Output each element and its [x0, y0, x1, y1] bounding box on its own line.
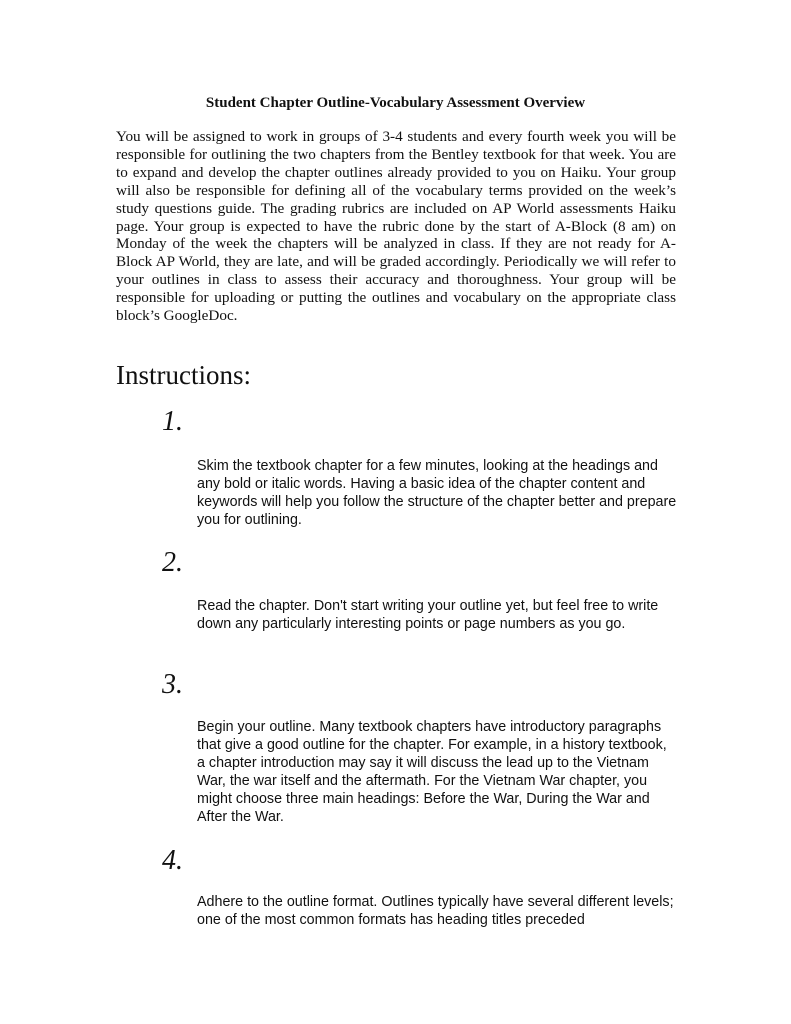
step-number: 4.: [162, 845, 183, 876]
step-number: 1.: [162, 406, 183, 437]
step-number: 3.: [162, 669, 183, 700]
step-text: Adhere to the outline format. Outlines typically have several different levels; one of the most common formats has heading titles preceded: [197, 894, 674, 928]
intro-paragraph: You will be assigned to work in groups of 3-4 students and every fourth week you will be responsible for outlining the two chapters from the Bentley textbook for that week. You are to expand and develop the chapter outlines already provided to you on Haiku. Your group will also be responsible for defining all of the vocabulary terms provided on the week’s study questions guide. The grading rubrics are included on AP World assessments Haiku page. Your group is expected to have the rubric done by the start of A-Block (8 am) on Monday of the week the chapters will be analyzed in class. If they are not ready for A-Block AP World, they are late, and will be graded accordingly. Periodically we will refer to your outlines in class to assess their accuracy and thoroughness. Your group will be responsible for uploading or putting the outlines and vocabulary on the appropriate class block’s GoogleDoc.: [116, 128, 676, 325]
step-text: Begin your outline. Many textbook chapters have introductory paragraphs that give a good outline for the chapter. For example, in a history textbook, a chapter introduction may say it will discuss the lead up to the Vietnam War, the war itself and the aftermath. For the Vietnam War chapter, you might choose three main headings: Before the War, During the War and After the War.: [197, 719, 667, 825]
instructions-heading: Instructions:: [116, 360, 251, 390]
step-text: Read the chapter. Don't start writing your outline yet, but feel free to write down any particularly interesting points or page numbers as you go.: [197, 598, 659, 632]
page-title: Student Chapter Outline-Vocabulary Assessment Overview: [205, 95, 586, 111]
step-number: 2.: [162, 547, 183, 578]
step-text: Skim the textbook chapter for a few minutes, looking at the headings and any bold or italic words. Having a basic idea of the chapter content and keywords will help you follow the structure of the chapter better and prepare you for outlining.: [197, 458, 677, 528]
